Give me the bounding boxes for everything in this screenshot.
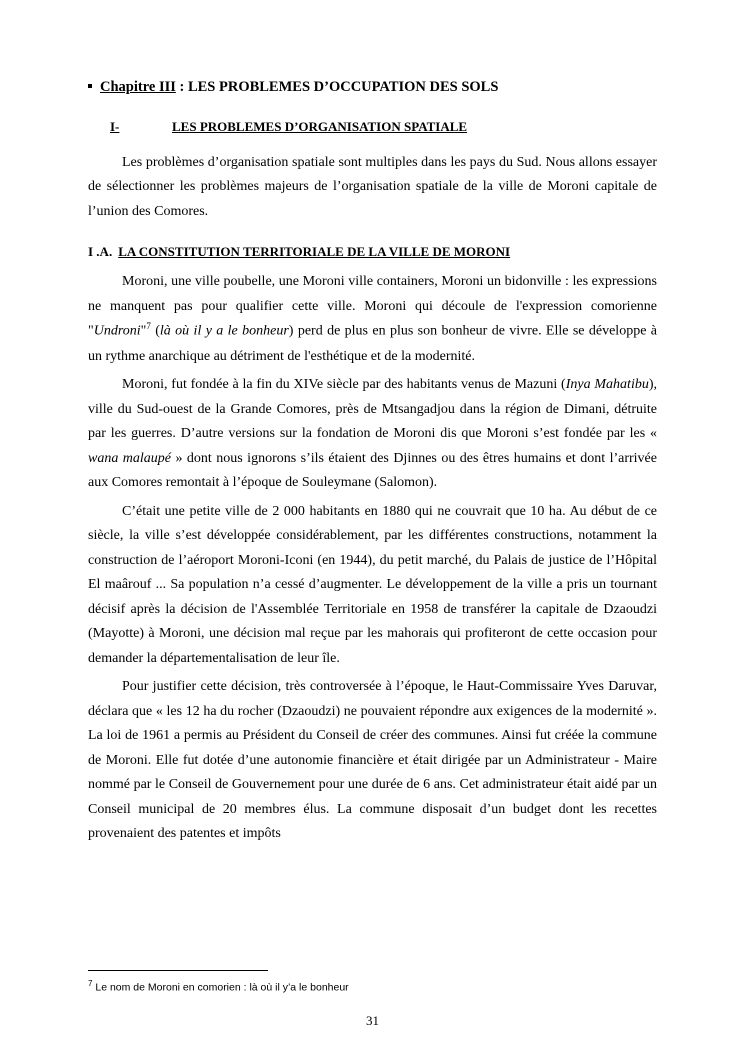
italic-text: là où il y a le bonheur — [159, 324, 289, 339]
text-run: ( — [150, 324, 160, 339]
paragraph-4 — [88, 675, 657, 847]
text-run: ), ville du Sud-ouest de la Grande Comores, près de Mtsangadjou dans la région de Dimani, détruite par les guerres. D’autre versions sur la fondation de Moroni dis que Moroni s’est fondée par les « — [88, 377, 658, 441]
paragraph-3 — [88, 500, 657, 672]
italic-text: Inya Mahatibu — [565, 377, 649, 392]
text-run: C’était une petite ville de 2 000 habitants en 1880 qui ne couvrait que 10 ha. Au début de ce siècle, la ville s’est développée considérablement, par les différentes constructions, notamment la construction de l’aéroport Moroni-Iconi (en 1944), du petit marché, du Palais de justice de l’Hôpital El maârouf ... Sa population n’a cessé d’augmenter. Le développement de la ville a pris un tournant décisif après la décision de l'Assemblée Territoriale en 1958 de transférer la capitale de Dzaoudzi (Mayotte) à Moroni, une décision mal reçue par les mahorais qui profiteront de cette occasion pour demander la départementalisation de leur île. — [88, 503, 657, 666]
paragraph-container — [88, 270, 657, 846]
text-run: " — [140, 324, 147, 339]
subsection-heading — [88, 244, 657, 260]
text-run: » dont nous ignorons s’ils étaient des Djinnes ou des êtres humains et dont l’arrivée aux Comores remontait à l’époque de Souleymane (Salomon). — [88, 450, 657, 490]
subsection-title: LA CONSTITUTION TERRITORIALE DE LA VILLE DE MORONI — [118, 244, 511, 260]
page-number: 31 — [366, 1013, 379, 1028]
footnote-body: Le nom de Moroni en comorien : là où il y’a le bonheur — [92, 981, 349, 994]
italic-text: Undroni — [93, 324, 141, 339]
footnote-area — [88, 970, 657, 995]
text-run: Moroni, une ville poubelle, une Moroni ville containers, Moroni un bidonville : les expressions ne manquent pas pour qualifier cette ville. Moroni qui découle de l'expression comorienne " — [88, 274, 657, 339]
text-run: ) perd de plus en plus son bonheur de vivre. Elle se développe à un rythme anarchique au détriment de l'esthétique et de la modernité. — [88, 324, 657, 364]
chapter-label: Chapitre III — [100, 79, 176, 95]
bullet-square-icon — [88, 84, 92, 88]
chapter-title: : LES PROBLEMES D’OCCUPATION DES SOLS — [175, 79, 499, 95]
text-run: Pour justifier cette décision, très controversée à l’époque, le Haut-Commissaire Yves Daruvar, déclara que « les 12 ha du rocher (Dzaoudzi) ne pouvaient répondre aux exigences de la modernité ». La loi de 1961 a permis au Président du Conseil de créer des communes. Ainsi fut créée la commune de Moroni. Elle fut dotée d’une autonomie financière et était dirigée par un Administrateur - Maire nommé par le Conseil de Gouvernement pour une durée de 6 ans. Cet administrateur était aidé par un Conseil municipal de 20 membres élus. La commune disposait d’un budget dont les recettes provenaient des patentes et impôts — [88, 679, 657, 841]
footnote-separator — [88, 970, 268, 971]
subsection-label: I .A. — [88, 244, 113, 260]
section-heading — [88, 119, 657, 135]
italic-text: wana malaupé — [88, 450, 172, 466]
chapter-heading — [88, 78, 657, 97]
section-title: LES PROBLEMES D’ORGANISATION SPATIALE — [172, 118, 468, 134]
footnote-text — [88, 978, 657, 995]
paragraph-2 — [88, 373, 657, 496]
text-run: Moroni, fut fondée à la fin du XIVe siècle par des habitants venus de Mazuni ( — [122, 377, 566, 392]
section-number: I- — [110, 118, 120, 134]
footnote-marker: 7 — [88, 978, 93, 988]
paragraph-1 — [88, 270, 657, 369]
intro-paragraph: Les problèmes d’organisation spatiale sont multiples dans les pays du Sud. Nous allons essayer de sélectionner les problèmes majeurs de l’organisation spatiale de la ville de Moroni capitale de l’union des Comores. — [88, 154, 657, 219]
footnote-reference: 7 — [146, 321, 151, 332]
